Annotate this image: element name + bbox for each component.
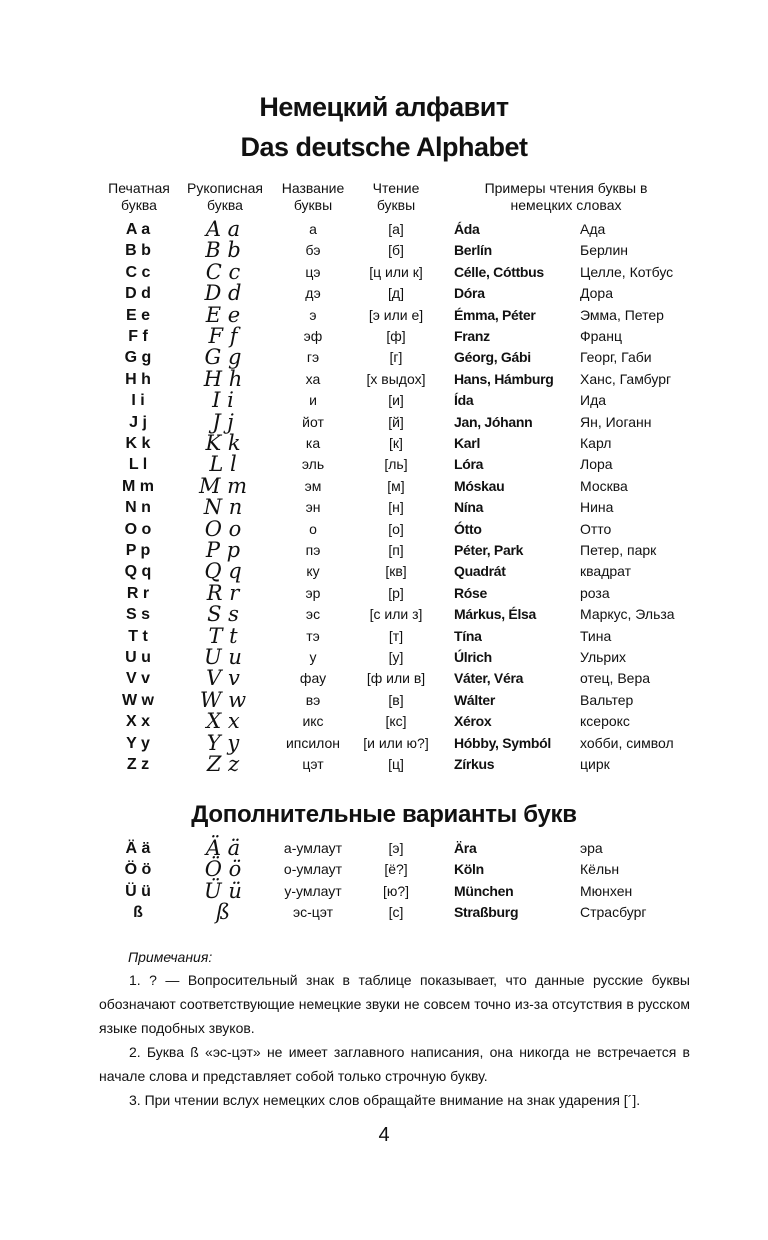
russian-example: Тина xyxy=(580,627,612,644)
handwritten-letter: I i xyxy=(212,388,234,413)
letter-reading: [э] xyxy=(388,840,404,856)
printed-letter: F f xyxy=(128,328,148,345)
letter-name: пэ xyxy=(305,542,321,558)
letter-name: гэ xyxy=(306,349,320,366)
german-example: Célle, Cóttbus xyxy=(454,263,544,280)
german-example: Wálter xyxy=(454,691,495,708)
letter-reading: [ц] xyxy=(388,756,404,772)
table-row xyxy=(0,668,768,689)
table-row xyxy=(0,604,768,625)
russian-example: Маркус, Эльза xyxy=(580,606,675,623)
letter-name: вэ xyxy=(305,691,321,708)
russian-example: Целле, Котбус xyxy=(580,263,674,280)
page-number: 4 xyxy=(378,1124,390,1146)
russian-example: Франц xyxy=(580,328,622,344)
handwritten-letter: Ö ö xyxy=(204,857,242,882)
table-row xyxy=(0,366,768,391)
letter-name: цэт xyxy=(302,756,324,772)
header-name: Название буквы xyxy=(281,180,345,213)
handwritten-letter: Ä ä xyxy=(205,836,241,860)
russian-example: хобби, символ xyxy=(580,734,674,751)
printed-letter: J j xyxy=(129,413,147,431)
german-example: München xyxy=(454,882,514,899)
letter-reading: [т] xyxy=(388,627,404,644)
letter-reading: [ф] xyxy=(386,328,406,344)
letter-name: э xyxy=(309,306,317,323)
letter-name: ха xyxy=(305,370,321,387)
table-row xyxy=(0,878,768,903)
handwritten-letter: L l xyxy=(209,452,237,477)
german-example: Straßburg xyxy=(454,903,519,920)
letter-reading: [и или ю?] xyxy=(363,734,429,751)
german-example: Karl xyxy=(454,435,481,451)
note-3: 3. При чтении вслух немецких слов обращайте внимание на знак ударения [´]. xyxy=(129,1092,641,1108)
table-row xyxy=(0,711,768,732)
table-row xyxy=(0,326,768,347)
german-example: Ída xyxy=(454,392,474,409)
german-example: Xérox xyxy=(454,713,492,730)
russian-example: Ада xyxy=(580,221,606,237)
printed-letter: Ü ü xyxy=(125,882,151,900)
printed-letter: N n xyxy=(125,499,151,517)
table-row xyxy=(0,497,768,518)
header-examples: Примеры чтения буквы в немецких словах xyxy=(484,180,648,213)
printed-letter: L l xyxy=(128,456,148,474)
handwritten-letter: V v xyxy=(206,666,240,691)
letter-name: эм xyxy=(304,477,322,494)
german-example: Köln xyxy=(454,861,484,878)
handwritten-letter: S s xyxy=(207,602,239,627)
german-example: Zírkus xyxy=(454,756,495,772)
letter-name: о-умлаут xyxy=(283,861,343,878)
russian-example: эра xyxy=(580,840,603,856)
russian-example: квадрат xyxy=(580,563,632,580)
letter-name: эр xyxy=(305,584,321,601)
handwritten-letter: ß xyxy=(215,899,231,924)
german-example: Franz xyxy=(454,328,490,344)
title-russian: Немецкий алфавит xyxy=(259,92,509,122)
table-row xyxy=(0,580,768,605)
letter-reading: [ль] xyxy=(384,456,408,473)
table-row xyxy=(0,623,768,648)
letter-reading: [м] xyxy=(387,477,405,494)
letter-reading: [в] xyxy=(388,691,404,708)
russian-example: Ханс, Гамбург xyxy=(580,370,672,387)
letter-reading: [ф или в] xyxy=(366,670,426,687)
russian-example: цирк xyxy=(580,756,610,772)
table-row xyxy=(0,730,768,755)
table-row xyxy=(0,302,768,327)
letter-reading: [п] xyxy=(388,542,404,558)
letter-name: ку xyxy=(306,563,320,580)
letter-name: икс xyxy=(302,713,324,730)
table-row xyxy=(0,473,768,498)
letter-name: а-умлаут xyxy=(283,840,343,856)
letter-name: эс xyxy=(305,606,321,623)
printed-letter: B b xyxy=(125,242,151,260)
printed-letter: Ä ä xyxy=(125,840,151,857)
table-row xyxy=(0,259,768,284)
letter-reading: [и] xyxy=(388,392,404,409)
table-row xyxy=(0,540,768,561)
letter-reading: [о] xyxy=(388,520,404,537)
handwritten-letter: F f xyxy=(208,324,238,348)
german-example: Émma, Péter xyxy=(454,306,536,323)
table-row xyxy=(0,838,768,859)
table-row xyxy=(0,454,768,475)
header-reading: Чтение буквы xyxy=(372,180,420,213)
table-row xyxy=(0,347,768,368)
printed-letter: C c xyxy=(125,263,151,281)
handwritten-letter: T t xyxy=(208,623,238,648)
table-row xyxy=(0,647,768,668)
letter-name: о xyxy=(309,520,317,537)
letter-name: ка xyxy=(305,435,321,451)
handwritten-letter: U u xyxy=(204,645,242,669)
letter-name: цэ xyxy=(305,263,321,280)
notes-heading: Примечания: xyxy=(128,949,213,965)
printed-letter: M m xyxy=(122,477,154,495)
table-row xyxy=(0,219,768,240)
printed-letter: Z z xyxy=(126,756,150,773)
printed-letter: T t xyxy=(128,627,148,645)
letter-name: эф xyxy=(303,328,323,344)
printed-letter: D d xyxy=(125,285,151,303)
printed-letter: V v xyxy=(125,670,150,688)
russian-example: Эмма, Петер xyxy=(580,306,664,323)
letter-reading: [а] xyxy=(388,221,404,237)
handwritten-letter: Y y xyxy=(206,730,240,755)
handwritten-letter: N n xyxy=(203,495,243,520)
table-row xyxy=(0,516,768,541)
handwritten-letter: Ü ü xyxy=(204,878,242,903)
letter-name: у-умлаут xyxy=(284,882,342,899)
printed-letter: S s xyxy=(125,606,150,624)
printed-letter: Q q xyxy=(124,563,152,581)
printed-letter: Y y xyxy=(126,734,150,752)
printed-letter: E e xyxy=(125,306,150,324)
title-german: Das deutsche Alphabet xyxy=(240,132,528,162)
russian-example: Ида xyxy=(580,392,607,409)
printed-letter: H h xyxy=(125,370,151,388)
table-row xyxy=(0,283,768,304)
handwritten-letter: X x xyxy=(206,709,240,734)
russian-example: Ульрих xyxy=(580,649,627,665)
russian-example: Страсбург xyxy=(580,903,647,920)
german-example: Tína xyxy=(454,627,482,644)
handwritten-letter: K k xyxy=(205,431,241,455)
table-row xyxy=(0,754,768,775)
letter-reading: [с] xyxy=(388,903,404,920)
letter-reading: [с или з] xyxy=(369,606,423,623)
letter-name: фау xyxy=(299,670,327,687)
german-example: Móskau xyxy=(454,477,505,494)
letter-name: ипсилон xyxy=(285,734,341,751)
table-row xyxy=(0,561,768,582)
handwritten-letter: P p xyxy=(205,538,241,562)
letter-reading: [д] xyxy=(388,285,404,302)
letter-name: тэ xyxy=(306,627,320,644)
header-handwritten: Рукописная буква xyxy=(187,180,263,213)
table-row xyxy=(0,899,768,924)
russian-example: отец, Вера xyxy=(580,670,651,687)
russian-example: Георг, Габи xyxy=(580,349,652,366)
german-example: Róse xyxy=(454,584,488,601)
letter-reading: [р] xyxy=(388,584,404,601)
printed-letter: G g xyxy=(124,349,152,367)
handwritten-letter: Q q xyxy=(204,559,242,584)
letter-reading: [ю?] xyxy=(382,882,410,899)
russian-example: Москва xyxy=(580,477,628,494)
german-example: Márkus, Élsa xyxy=(454,606,536,623)
table-row xyxy=(0,859,768,880)
german-example: Váter, Véra xyxy=(454,670,524,687)
german-example: Nína xyxy=(454,499,484,516)
russian-example: Дора xyxy=(580,285,613,302)
letter-reading: [э или е] xyxy=(368,306,424,323)
printed-letter: A a xyxy=(125,221,151,238)
handwritten-letter: R r xyxy=(206,580,240,605)
russian-example: Берлин xyxy=(580,242,629,259)
letter-reading: [г] xyxy=(389,349,403,366)
german-example: Quadrát xyxy=(454,563,506,580)
printed-letter: Ö ö xyxy=(124,861,152,879)
handwritten-letter: G g xyxy=(204,345,242,370)
german-example: Úlrich xyxy=(454,649,492,665)
extra-letters-title: Дополнительные варианты букв xyxy=(191,801,577,828)
letter-name: и xyxy=(309,392,317,409)
letter-name: йот xyxy=(302,413,324,430)
german-example: Ótto xyxy=(454,520,482,537)
russian-example: Кёльн xyxy=(580,861,620,878)
letter-name: а xyxy=(309,221,317,237)
russian-example: Отто xyxy=(580,520,612,537)
printed-letter: U u xyxy=(125,649,151,666)
note-2: 2. Буква ß «эс-цэт» не имеет заглавного написания, она никогда не встречается в начале слова и представляет собой только строчную букву. xyxy=(99,1044,690,1084)
printed-letter: I i xyxy=(131,392,145,410)
letter-reading: [й] xyxy=(388,413,404,430)
german-example: Jan, Jóhann xyxy=(454,413,533,430)
handwritten-letter: W w xyxy=(199,687,247,712)
russian-example: Вальтер xyxy=(580,691,634,708)
handwritten-letter: J j xyxy=(212,409,234,434)
handwritten-letter: B b xyxy=(205,238,241,263)
letter-name: эс-цэт xyxy=(292,903,334,920)
table-row xyxy=(0,240,768,261)
table-row xyxy=(0,390,768,411)
handwritten-letter: A a xyxy=(205,217,241,241)
handwritten-letter: O o xyxy=(204,516,242,541)
table-row xyxy=(0,687,768,712)
german-example: Hans, Hámburg xyxy=(454,370,554,387)
letter-reading: [н] xyxy=(388,499,404,516)
letter-reading: [ё?] xyxy=(384,861,408,878)
german-example: Ära xyxy=(454,840,477,856)
letter-reading: [к] xyxy=(389,435,403,451)
handwritten-letter: E e xyxy=(205,302,241,327)
german-example: Hóbby, Symból xyxy=(454,734,551,751)
letter-name: у xyxy=(309,649,317,665)
printed-letter: ß xyxy=(133,903,143,921)
russian-example: Нина xyxy=(580,499,614,516)
printed-letter: K k xyxy=(125,435,151,452)
letter-name: эль xyxy=(301,456,325,473)
russian-example: роза xyxy=(580,584,610,601)
letter-reading: [у] xyxy=(388,649,404,665)
german-example: Lóra xyxy=(454,456,484,473)
header-printed: Печатная буква xyxy=(108,180,170,213)
russian-example: Петер, парк xyxy=(580,542,657,558)
printed-letter: P p xyxy=(125,542,151,559)
table-row xyxy=(0,409,768,434)
printed-letter: X x xyxy=(125,713,150,731)
russian-example: Карл xyxy=(580,435,612,451)
handwritten-letter: D d xyxy=(204,281,242,306)
handwritten-letter: M m xyxy=(198,473,248,498)
table-row xyxy=(0,433,768,454)
letter-reading: [ц или к] xyxy=(369,263,423,280)
german-example: Áda xyxy=(454,221,480,237)
russian-example: Мюнхен xyxy=(580,882,633,899)
german-example: Géorg, Gábi xyxy=(454,349,531,366)
german-example: Péter, Park xyxy=(454,542,524,558)
german-example: Berlín xyxy=(454,242,492,259)
handwritten-letter: Z z xyxy=(206,752,240,776)
russian-example: Лора xyxy=(580,456,613,473)
russian-example: ксерокс xyxy=(580,713,630,730)
note-1: 1. ? — Вопросительный знак в таблице показывает, что данные русские буквы обозначают соответствующие немецкие звуки не совсем точно из-за отсутствия в русском языке подобных звуков. xyxy=(99,972,690,1036)
german-example: Dóra xyxy=(454,285,485,302)
letter-reading: [б] xyxy=(388,242,404,259)
handwritten-letter: H h xyxy=(203,366,243,391)
printed-letter: W w xyxy=(122,691,154,709)
letter-name: дэ xyxy=(305,285,321,302)
letter-name: эн xyxy=(305,499,321,516)
letter-reading: [х выдох] xyxy=(366,370,426,387)
handwritten-letter: C c xyxy=(205,259,241,284)
printed-letter: O o xyxy=(124,520,152,538)
letter-reading: [кв] xyxy=(385,563,407,580)
printed-letter: R r xyxy=(126,584,150,602)
russian-example: Ян, Иоганн xyxy=(580,413,652,430)
letter-name: бэ xyxy=(305,242,321,259)
letter-reading: [кс] xyxy=(385,713,407,730)
